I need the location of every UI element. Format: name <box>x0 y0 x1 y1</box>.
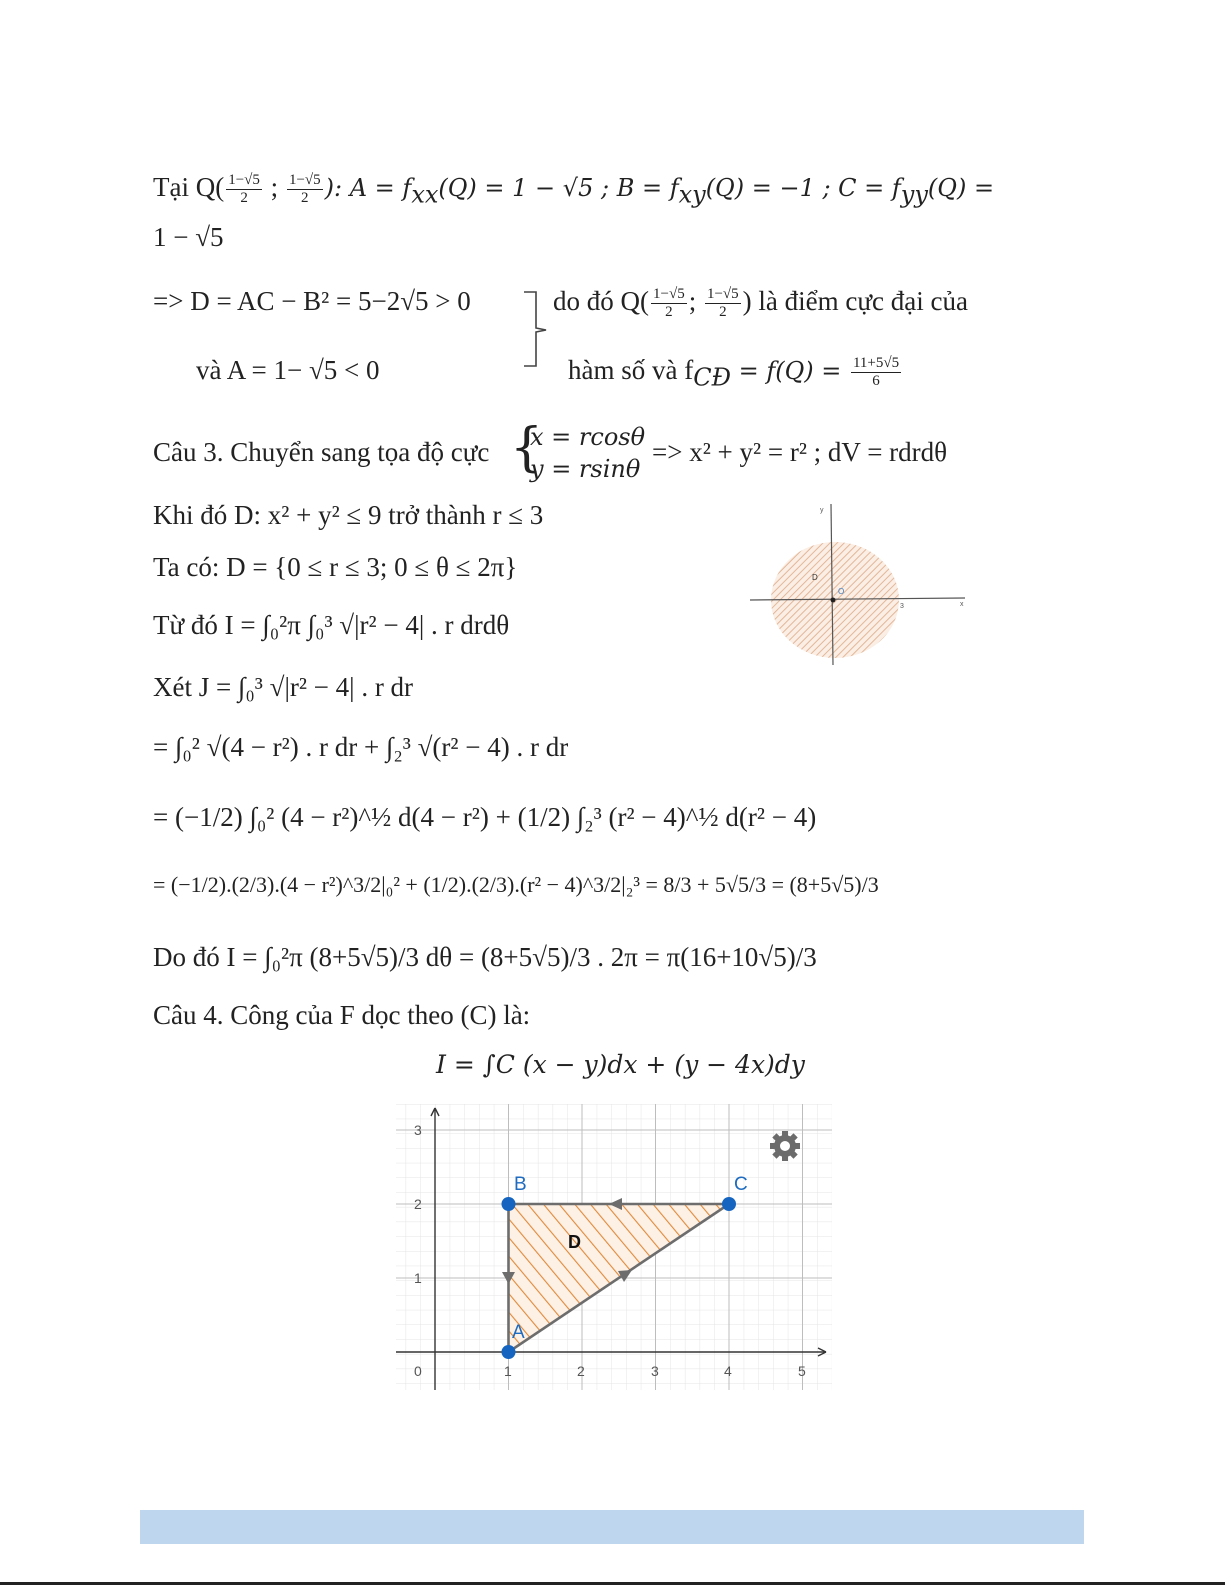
do-do-line: Do đó I = ∫₀²π (8+5√5)/3 dθ = (8+5√5)/3 . 2π = π(16+10√5)/3 <box>153 942 817 972</box>
tu-do-line: Từ đó I = ∫₀²π ∫₀³ √|r² − 4| . r drdθ <box>153 610 510 640</box>
region-label: D <box>812 573 818 582</box>
equation-2: = (−1/2) ∫₀² (4 − r²)^½ d(4 − r²) + (1/2) ∫₂³ (r² − 4)^½ d(r² − 4) <box>153 802 817 832</box>
y-axis-label: y <box>820 507 824 514</box>
cau3-line: Câu 3. Chuyển sang tọa độ cực <box>153 437 490 467</box>
cau3-conversion: => x² + y² = r² ; dV = rdrdθ <box>652 437 948 467</box>
triangle-graph <box>396 1104 832 1390</box>
point-b-label: B <box>514 1174 527 1195</box>
x-tick-2: 2 <box>577 1363 585 1379</box>
conclusion-line-1: do đó Q( $\frac{1-√5}{2}$ ; $\frac{1-√5}{2}$ ) là điểm cực đại của <box>553 286 968 321</box>
point-c <box>722 1197 736 1211</box>
y-tick-2: 2 <box>414 1196 422 1212</box>
radius-label: 3 <box>900 603 904 610</box>
cau3-system-brace: { <box>510 418 544 478</box>
x-tick-3: 3 <box>651 1363 659 1379</box>
point-c-label: C <box>734 1174 748 1195</box>
discriminant-line: => D = AC − B² = 5−2√5 > 0 <box>153 286 471 316</box>
x-tick-5: 5 <box>798 1363 806 1379</box>
khi-do-line: Khi đó D: x² + y² ≤ 9 trở thành r ≤ 3 <box>153 500 544 530</box>
right-brace-icon <box>520 290 554 370</box>
x-tick-0: 0 <box>414 1363 422 1379</box>
xet-j-line: Xét J = ∫₀³ √|r² − 4| . r dr <box>153 672 414 702</box>
origin-label: O <box>838 587 845 596</box>
x-axis-label: x <box>960 601 964 608</box>
footer-bar <box>140 1510 1084 1544</box>
disk-region-plot <box>745 500 970 670</box>
gear-icon[interactable] <box>770 1131 800 1161</box>
point-b <box>502 1197 516 1211</box>
cau4-line: Câu 4. Công của F dọc theo (C) là: <box>153 1000 531 1030</box>
y-tick-3: 3 <box>414 1122 422 1138</box>
ta-co-line: Ta có: D = {0 ≤ r ≤ 3; 0 ≤ θ ≤ 2π} <box>153 552 518 582</box>
x-tick-1: 1 <box>504 1363 512 1379</box>
q-point-line-2: 1 − √5 <box>153 222 224 252</box>
equation-1: = ∫₀² √(4 − r²) . r dr + ∫₂³ √(r² − 4) . r dr <box>153 732 569 762</box>
x-tick-4: 4 <box>724 1363 732 1379</box>
cau3-system-x: x = rcosθ <box>530 423 646 451</box>
conclusion-line-2: hàm số và $f_{CĐ} = f(Q)$ = $\frac{11+5√5}{6}$ <box>568 355 900 392</box>
cau3-system-y: y = rsinθ <box>530 455 641 483</box>
a-condition-line: và A = 1− √5 < 0 <box>196 355 380 385</box>
point-a-label: A <box>512 1322 525 1343</box>
region-d-label: D <box>568 1232 581 1252</box>
equation-3: = (−1/2).(2/3).(4 − r²)^3/2|₀² + (1/2).(2/3).(r² − 4)^3/2|₂³ = 8/3 + 5√5/3 = (8+5√5)/3 <box>153 872 879 897</box>
origin-point <box>831 598 836 603</box>
y-tick-1: 1 <box>414 1270 422 1286</box>
point-a <box>502 1345 516 1359</box>
line-integral: I = ∫C (x − y)dx + (y − 4x)dy <box>436 1050 805 1079</box>
q-point-line: Tại Q( $\frac{1-√5}{2}$ ; $\frac{1-√5}{2}$ ): $A = f_{xx}(Q) = 1 - √5$ ; $B = f_{xy}(Q) = -1$ ; $C = f_{yy}(Q)$ = <box>153 172 995 209</box>
